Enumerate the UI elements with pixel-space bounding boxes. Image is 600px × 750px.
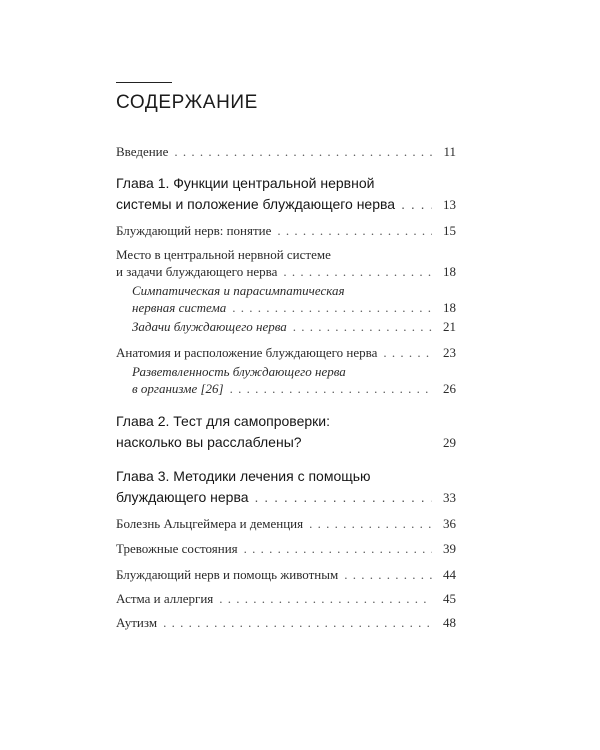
toc-entry-section[interactable] bbox=[116, 246, 456, 280]
leader-dots bbox=[230, 380, 432, 397]
leader-dots bbox=[244, 540, 432, 557]
toc-page-number: 21 bbox=[443, 319, 456, 334]
leader-dots bbox=[293, 318, 432, 335]
toc-entry-label: Разветвленность блуждающего нерва bbox=[132, 364, 346, 379]
toc-entry-label: Тревожные состояния bbox=[116, 541, 238, 556]
toc-entry-chapter-2[interactable] bbox=[116, 411, 456, 453]
toc-entry-label: Аутизм bbox=[116, 615, 158, 630]
toc-entry-subsection[interactable] bbox=[132, 363, 456, 397]
toc-page-number: 48 bbox=[443, 615, 456, 630]
leader-dots bbox=[383, 344, 432, 361]
leader-dots bbox=[163, 614, 432, 631]
toc-entry-label: системы и положение блуждающего нерва bbox=[116, 196, 396, 212]
heading-rule bbox=[116, 82, 172, 83]
toc-page-number: 13 bbox=[443, 197, 456, 212]
toc-entry-label: насколько вы расслаблены? bbox=[116, 434, 302, 450]
toc-entry-chapter-3[interactable] bbox=[116, 466, 456, 508]
toc-entry-label: Болезнь Альцгеймера и деменция bbox=[116, 516, 304, 531]
toc-entry-label: блуждающего нерва bbox=[116, 489, 249, 505]
toc-entry-label: Астма и аллергия bbox=[116, 591, 214, 606]
toc-entry-section[interactable] bbox=[116, 515, 456, 532]
toc-entry-label: Место в центральной нервной системе bbox=[116, 247, 331, 262]
toc-entry-label: Анатомия и расположение блуждающего нерва bbox=[116, 345, 378, 360]
toc-entry-subsection[interactable] bbox=[132, 282, 456, 316]
toc-entry-section[interactable] bbox=[116, 540, 456, 557]
toc-entry-label: Симпатическая и парасимпатическая bbox=[132, 283, 345, 298]
toc-page-number: 15 bbox=[443, 223, 456, 238]
toc-entry-label: Глава 1. Функции центральной нервной bbox=[116, 175, 375, 191]
leader-dots bbox=[401, 194, 432, 215]
toc-entry-label: Задачи блуждающего нерва bbox=[132, 319, 287, 334]
toc-page-number: 26 bbox=[443, 381, 456, 396]
toc-page-number: 11 bbox=[443, 144, 456, 159]
toc-entry-section[interactable] bbox=[116, 614, 456, 631]
toc-entry-label: Блуждающий нерв и помощь животным bbox=[116, 567, 339, 582]
toc-entry-label: в организме [26] bbox=[132, 381, 224, 396]
leader-dots bbox=[344, 566, 432, 583]
toc-title: СОДЕРЖАНИЕ bbox=[116, 92, 258, 113]
leader-dots bbox=[283, 263, 432, 280]
toc-page-number: 44 bbox=[443, 567, 456, 582]
toc-entry-section[interactable] bbox=[116, 590, 456, 607]
toc-page-number: 36 bbox=[443, 516, 456, 531]
toc-page-number: 39 bbox=[443, 541, 456, 556]
toc-page-number: 45 bbox=[443, 591, 456, 606]
toc-entry-section[interactable] bbox=[116, 344, 456, 361]
toc-entry-label: Глава 3. Методики лечения с помощью bbox=[116, 468, 371, 484]
toc-entry-introduction[interactable] bbox=[116, 143, 456, 160]
leader-dots bbox=[232, 299, 432, 316]
toc-page-number: 18 bbox=[443, 264, 456, 279]
leader-dots bbox=[309, 515, 432, 532]
toc-page-number: 33 bbox=[443, 490, 456, 505]
toc-entry-label: Введение bbox=[116, 144, 169, 159]
toc-entry-label: и задачи блуждающего нерва bbox=[116, 264, 278, 279]
toc-entry-chapter-1[interactable] bbox=[116, 173, 456, 215]
toc-entry-section[interactable] bbox=[116, 222, 456, 239]
toc-entry-label: нервная система bbox=[132, 300, 227, 315]
leader-dots bbox=[219, 590, 432, 607]
leader-dots bbox=[174, 143, 432, 160]
toc-entry-subsection[interactable] bbox=[132, 318, 456, 335]
leader-dots bbox=[255, 487, 432, 508]
toc-page-number: 29 bbox=[443, 435, 456, 450]
toc-entry-section[interactable] bbox=[116, 566, 456, 583]
toc-entry-label: Глава 2. Тест для самопроверки: bbox=[116, 413, 330, 429]
leader-dots bbox=[277, 222, 432, 239]
toc-page-number: 23 bbox=[443, 345, 456, 360]
toc-page-number: 18 bbox=[443, 300, 456, 315]
toc-entry-label: Блуждающий нерв: понятие bbox=[116, 223, 272, 238]
